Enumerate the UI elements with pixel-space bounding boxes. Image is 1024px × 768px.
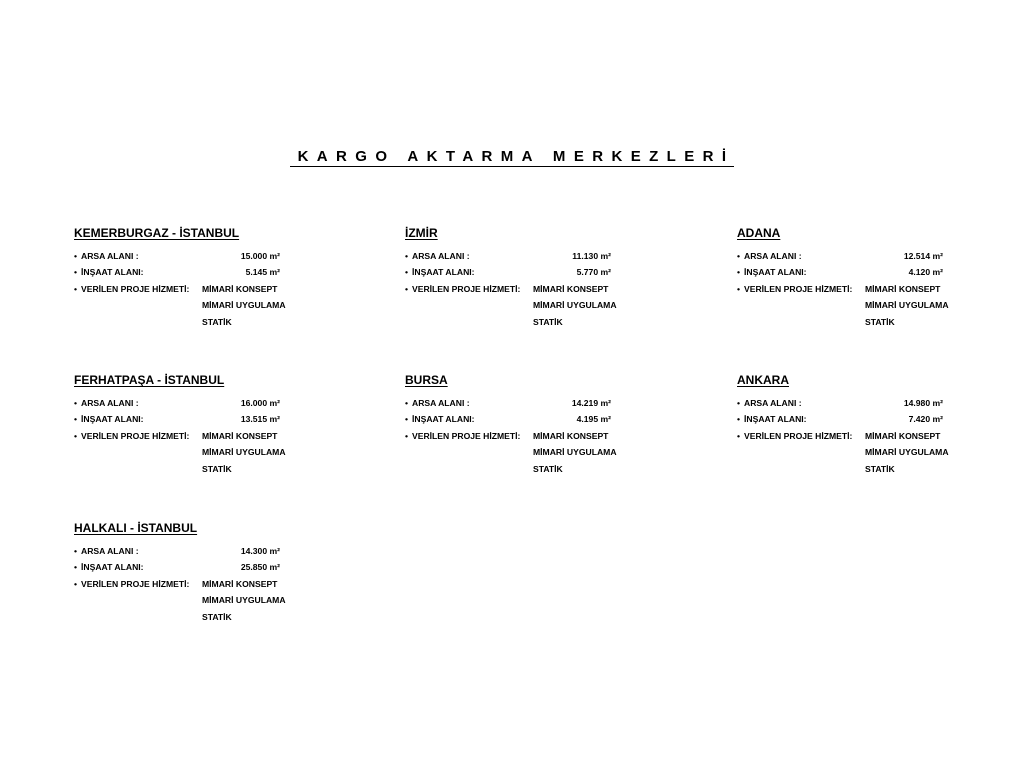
bullet-icon: •: [74, 578, 78, 589]
project-heading: FERHATPAŞA - İSTANBUL: [74, 373, 225, 387]
hizmet-row: [405, 284, 705, 300]
service-row: [405, 300, 705, 316]
bullet-icon: •: [405, 414, 409, 425]
hizmet-row: [74, 431, 374, 447]
hizmet-row: [74, 579, 374, 595]
service-item: MİMARİ UYGULAMA: [202, 447, 286, 458]
bullet-icon: •: [74, 546, 78, 556]
arsa-value: 15.000 m²: [240, 251, 280, 261]
bullet-icon: •: [737, 283, 741, 294]
arsa-label: ARSA ALANI :: [744, 251, 802, 261]
arsa-value: 14.980 m²: [903, 398, 943, 408]
arsa-row: [74, 546, 374, 562]
service-row: [74, 447, 374, 463]
bullet-icon: •: [737, 251, 741, 261]
insaat-row: [74, 414, 374, 430]
hizmet-label: VERİLEN PROJE HİZMETİ:: [81, 283, 190, 294]
insaat-row: [405, 267, 705, 283]
service-row: [737, 300, 1024, 316]
bullet-icon: •: [405, 267, 409, 278]
service-row: [74, 612, 374, 628]
service-item: STATİK: [533, 316, 563, 327]
hizmet-row: [405, 431, 705, 447]
insaat-row: [74, 267, 374, 283]
service-row: [737, 317, 1024, 333]
service-item: MİMARİ UYGULAMA: [533, 447, 617, 458]
service-item: MİMARİ UYGULAMA: [533, 300, 617, 311]
arsa-label: ARSA ALANI :: [81, 398, 139, 408]
arsa-label: ARSA ALANI :: [412, 251, 470, 261]
service-item: MİMARİ KONSEPT: [202, 578, 278, 589]
arsa-row: [737, 398, 1024, 414]
bullet-icon: •: [74, 430, 78, 441]
insaat-label: İNŞAAT ALANI:: [744, 267, 807, 278]
hizmet-row: [737, 284, 1024, 300]
project-block-izmir: [405, 226, 705, 333]
project-heading: KEMERBURGAZ - İSTANBUL: [74, 226, 240, 240]
service-item: MİMARİ KONSEPT: [533, 283, 609, 294]
bullet-icon: •: [737, 267, 741, 278]
page-title-wrapper: [0, 147, 1024, 167]
arsa-row: [737, 251, 1024, 267]
service-item: STATİK: [865, 316, 895, 327]
service-row: [405, 447, 705, 463]
insaat-row: [405, 414, 705, 430]
bullet-icon: •: [74, 414, 78, 425]
hizmet-label: VERİLEN PROJE HİZMETİ:: [81, 578, 190, 589]
project-details: [74, 251, 374, 333]
arsa-label: ARSA ALANI :: [81, 546, 139, 556]
project-details: [74, 546, 374, 628]
bullet-icon: •: [405, 398, 409, 408]
insaat-label: İNŞAAT ALANI:: [412, 267, 475, 278]
arsa-row: [405, 251, 705, 267]
service-item: STATİK: [202, 611, 232, 622]
hizmet-label: VERİLEN PROJE HİZMETİ:: [412, 430, 521, 441]
project-block-adana: [737, 226, 1024, 333]
bullet-icon: •: [405, 251, 409, 261]
service-item: MİMARİ UYGULAMA: [865, 447, 949, 458]
project-block-ankara: [737, 373, 1024, 480]
arsa-label: ARSA ALANI :: [412, 398, 470, 408]
bullet-icon: •: [74, 398, 78, 408]
bullet-icon: •: [405, 283, 409, 294]
service-item: STATİK: [865, 463, 895, 474]
insaat-value: 5.145 m²: [245, 267, 280, 278]
bullet-icon: •: [74, 562, 78, 573]
insaat-value: 7.420 m²: [908, 414, 943, 425]
insaat-value: 5.770 m²: [576, 267, 611, 278]
arsa-label: ARSA ALANI :: [744, 398, 802, 408]
service-row: [737, 464, 1024, 480]
arsa-row: [74, 251, 374, 267]
page-title: KARGO AKTARMA MERKEZLERİ: [290, 147, 735, 167]
hizmet-label: VERİLEN PROJE HİZMETİ:: [81, 430, 190, 441]
arsa-value: 11.130 m²: [572, 251, 611, 261]
arsa-value: 16.000 m²: [240, 398, 280, 408]
insaat-label: İNŞAAT ALANI:: [744, 414, 807, 425]
project-block-bursa: [405, 373, 705, 480]
service-item: MİMARİ UYGULAMA: [202, 595, 286, 606]
bullet-icon: •: [74, 251, 78, 261]
service-item: MİMARİ KONSEPT: [865, 283, 941, 294]
bullet-icon: •: [737, 414, 741, 425]
service-row: [74, 464, 374, 480]
service-item: STATİK: [202, 316, 232, 327]
project-heading: ANKARA: [737, 373, 789, 387]
insaat-row: [737, 267, 1024, 283]
hizmet-label: VERİLEN PROJE HİZMETİ:: [744, 430, 853, 441]
project-details: [405, 251, 705, 333]
service-row: [74, 317, 374, 333]
service-item: STATİK: [202, 463, 232, 474]
bullet-icon: •: [737, 398, 741, 408]
bullet-icon: •: [405, 430, 409, 441]
service-item: MİMARİ UYGULAMA: [865, 300, 949, 311]
project-details: [737, 398, 1024, 480]
project-block-kemerburgaz: [74, 226, 374, 333]
service-row: [405, 464, 705, 480]
insaat-label: İNŞAAT ALANI:: [81, 267, 144, 278]
hizmet-row: [74, 284, 374, 300]
project-details: [737, 251, 1024, 333]
project-block-halkali: [74, 521, 374, 628]
arsa-row: [74, 398, 374, 414]
service-row: [74, 300, 374, 316]
insaat-value: 13.515 m²: [240, 414, 280, 425]
insaat-row: [74, 562, 374, 578]
arsa-row: [405, 398, 705, 414]
arsa-label: ARSA ALANI :: [81, 251, 139, 261]
insaat-row: [737, 414, 1024, 430]
service-row: [405, 317, 705, 333]
project-heading: İZMİR: [405, 226, 438, 240]
service-item: MİMARİ KONSEPT: [533, 430, 609, 441]
project-details: [74, 398, 374, 480]
bullet-icon: •: [74, 283, 78, 294]
service-item: STATİK: [533, 463, 563, 474]
project-heading: BURSA: [405, 373, 448, 387]
insaat-value: 4.120 m²: [908, 267, 943, 278]
hizmet-label: VERİLEN PROJE HİZMETİ:: [744, 283, 853, 294]
arsa-value: 14.300 m²: [240, 546, 280, 556]
project-block-ferhatpasa: [74, 373, 374, 480]
service-item: MİMARİ KONSEPT: [202, 430, 278, 441]
insaat-value: 25.850 m²: [240, 562, 280, 573]
service-row: [74, 595, 374, 611]
bullet-icon: •: [74, 267, 78, 278]
service-item: MİMARİ UYGULAMA: [202, 300, 286, 311]
service-row: [737, 447, 1024, 463]
hizmet-row: [737, 431, 1024, 447]
insaat-label: İNŞAAT ALANI:: [81, 562, 144, 573]
arsa-value: 12.514 m²: [903, 251, 943, 261]
project-details: [405, 398, 705, 480]
insaat-label: İNŞAAT ALANI:: [412, 414, 475, 425]
project-heading: HALKALI - İSTANBUL: [74, 521, 198, 535]
service-item: MİMARİ KONSEPT: [865, 430, 941, 441]
bullet-icon: •: [737, 430, 741, 441]
insaat-label: İNŞAAT ALANI:: [81, 414, 144, 425]
service-item: MİMARİ KONSEPT: [202, 283, 278, 294]
insaat-value: 4.195 m²: [576, 414, 611, 425]
arsa-value: 14.219 m²: [571, 398, 611, 408]
hizmet-label: VERİLEN PROJE HİZMETİ:: [412, 283, 521, 294]
project-heading: ADANA: [737, 226, 781, 240]
